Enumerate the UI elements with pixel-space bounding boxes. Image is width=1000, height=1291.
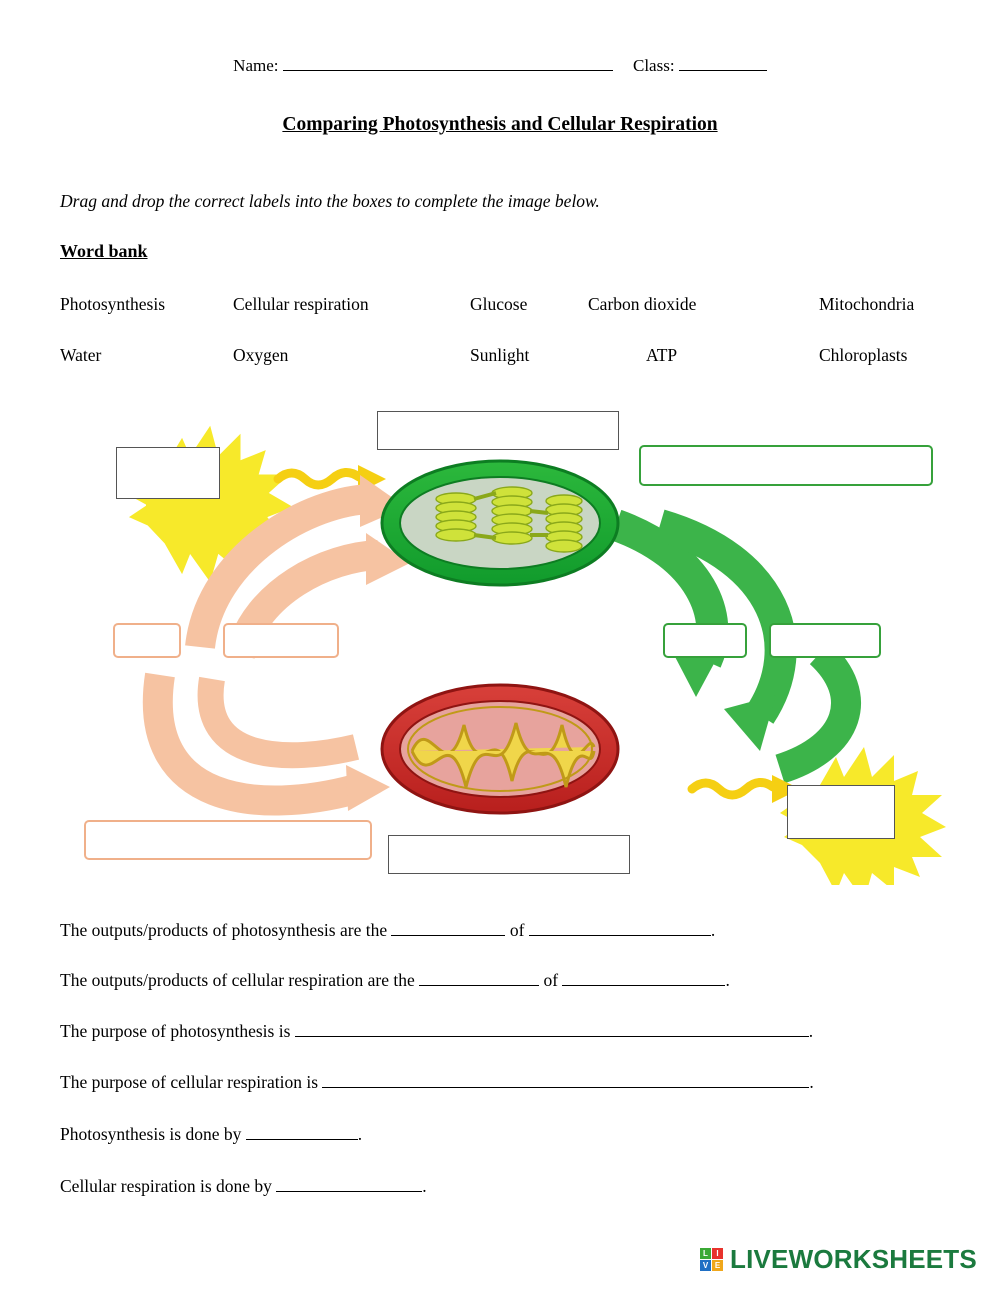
logo-tile-l: L — [700, 1248, 711, 1259]
answer-blank[interactable] — [391, 922, 505, 936]
instruction-text: Drag and drop the correct labels into the boxes to complete the image below. — [60, 191, 600, 211]
dropbox-left-wide[interactable] — [223, 623, 339, 658]
word-bank-item[interactable]: Carbon dioxide — [588, 294, 697, 314]
dropbox-right-wide[interactable] — [769, 623, 881, 658]
word-bank-item[interactable]: Sunlight — [470, 345, 530, 365]
word-bank-item[interactable]: Water — [60, 345, 102, 365]
dropbox-sunlight-right[interactable] — [787, 785, 895, 839]
question-q2 — [60, 970, 730, 991]
dropbox-top-center[interactable] — [377, 411, 619, 450]
dropbox-sunlight-left[interactable] — [116, 447, 220, 499]
question-q3 — [60, 1021, 813, 1042]
logo-tile-v: V — [700, 1260, 711, 1271]
question-text: . — [808, 1021, 814, 1041]
peach-arrow-bottom-2 — [211, 679, 356, 755]
question-text: The purpose of cellular respiration is — [60, 1072, 323, 1092]
dropbox-top-right[interactable] — [639, 445, 933, 486]
page-title: Comparing Photosynthesis and Cellular Respiration — [282, 114, 718, 135]
student-info-row — [0, 56, 1000, 76]
question-text: . — [357, 1124, 363, 1144]
question-q5 — [60, 1124, 362, 1145]
question-q6 — [60, 1176, 427, 1197]
word-bank-item[interactable]: Chloroplasts — [819, 345, 908, 365]
answer-blank[interactable] — [295, 1023, 809, 1037]
logo-mark-icon — [700, 1248, 723, 1271]
question-text: of — [505, 920, 529, 940]
chloroplast-illustration — [382, 461, 618, 585]
question-text: of — [539, 970, 563, 990]
class-blank-line[interactable] — [679, 57, 767, 71]
answer-blank[interactable] — [276, 1178, 422, 1192]
question-text: Cellular respiration is done by — [60, 1176, 277, 1196]
answer-blank[interactable] — [529, 922, 711, 936]
answer-blank[interactable] — [562, 972, 725, 986]
word-bank-item[interactable]: Glucose — [470, 294, 528, 314]
mitochondrion-illustration — [382, 685, 618, 813]
logo-tile-i: I — [712, 1248, 723, 1259]
name-blank-line[interactable] — [283, 57, 613, 71]
dropbox-left-small[interactable] — [113, 623, 181, 658]
question-text: The purpose of photosynthesis is — [60, 1021, 295, 1041]
dropbox-bottom-left[interactable] — [84, 820, 372, 860]
question-text: Photosynthesis is done by — [60, 1124, 246, 1144]
class-label: Class: — [633, 56, 675, 75]
question-text: . — [809, 1072, 814, 1092]
question-text: . — [422, 1176, 427, 1196]
question-text: The outputs/products of cellular respiration are the — [60, 970, 420, 990]
question-text: . — [710, 920, 716, 940]
name-label: Name: — [233, 56, 279, 75]
word-bank-item[interactable]: Photosynthesis — [60, 294, 166, 314]
logo-tile-e: E — [712, 1260, 723, 1271]
question-q4 — [60, 1072, 814, 1093]
word-bank-item[interactable]: Oxygen — [233, 345, 289, 365]
answer-blank[interactable] — [246, 1126, 358, 1140]
liveworksheets-logo — [700, 1244, 977, 1275]
diagram-container — [60, 395, 960, 885]
word-bank-item[interactable]: ATP — [646, 345, 678, 365]
logo-wordmark: LIVEWORKSHEETS — [730, 1244, 977, 1274]
dropbox-bottom-center[interactable] — [388, 835, 630, 874]
answer-blank[interactable] — [322, 1074, 809, 1088]
question-q1 — [60, 920, 715, 941]
question-text: . — [725, 970, 730, 990]
word-bank-heading: Word bank — [60, 241, 148, 261]
word-bank-item[interactable]: Mitochondria — [819, 294, 915, 314]
question-text: The outputs/products of photosynthesis are the — [60, 920, 392, 940]
answer-blank[interactable] — [419, 972, 539, 986]
word-bank-item[interactable]: Cellular respiration — [233, 294, 369, 314]
dropbox-right-small[interactable] — [663, 623, 747, 658]
